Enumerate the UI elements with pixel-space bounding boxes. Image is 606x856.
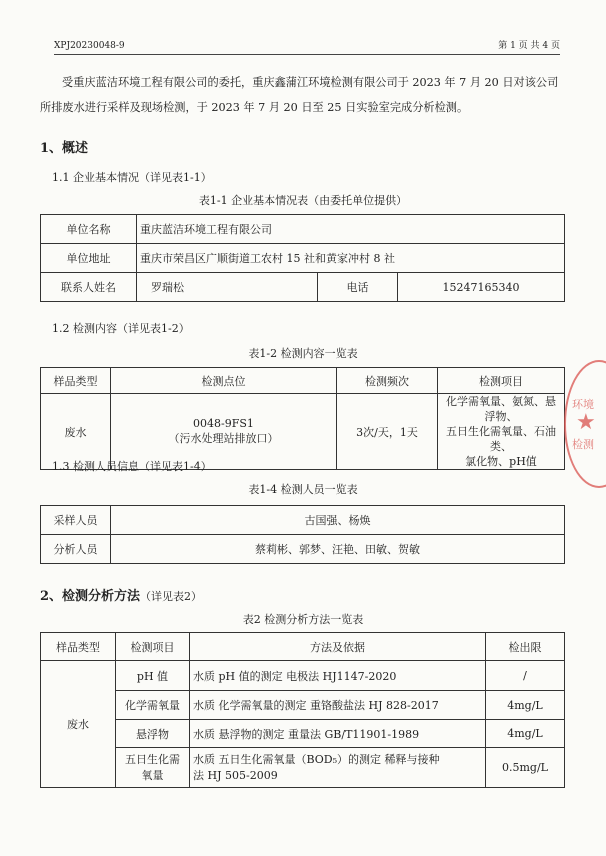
personnel-table	[40, 505, 565, 564]
subsection-1-2-title: 1.2 检测内容（详见表1-2）	[52, 322, 190, 335]
detection-limit: 4mg/L	[486, 720, 565, 748]
section-2-title	[40, 585, 202, 604]
method-item-line: 氧量	[141, 768, 164, 782]
method-item-line: 五日生化需	[125, 752, 180, 766]
unit-name-value: 重庆蓝洁环境工程有限公司	[137, 215, 565, 244]
test-items-line: 五日生化需氧量、石油类、	[446, 425, 556, 453]
table-header-cell: 样品类型	[41, 368, 111, 394]
phone-label: 电话	[318, 273, 398, 302]
subsection-1-3-title: 1.3 检测人员信息（详见表1-4）	[52, 460, 212, 473]
method-basis-line: 水质 五日生化需氧量（BOD₅）的测定 稀释与接种	[193, 752, 440, 766]
seal-text-top: 环境	[572, 398, 594, 411]
table-header-cell: 检测项目	[116, 633, 190, 661]
sampler-names: 古国强、杨焕	[111, 506, 565, 535]
test-frequency: 3次/天，1天	[337, 394, 438, 470]
table-header-cell: 检出限	[486, 633, 565, 661]
section-1-title: 1、概述	[40, 141, 89, 156]
method-basis-line: 法 HJ 505-2009	[193, 768, 278, 782]
test-items-line: 化学需氧量、氨氮、悬浮物、	[446, 395, 556, 423]
table-header-cell: 样品类型	[41, 633, 116, 661]
table-header-cell: 检测频次	[337, 368, 438, 394]
unit-name-label: 单位名称	[41, 215, 137, 244]
method-basis: 水质 化学需氧量的测定 重铬酸盐法 HJ 828-2017	[190, 691, 486, 720]
table-header-cell: 检测项目	[438, 368, 565, 394]
subsection-1-1-title: 1.1 企业基本情况（详见表1-1）	[52, 171, 212, 184]
detection-limit: 4mg/L	[486, 691, 565, 720]
method-table	[40, 632, 565, 788]
seal-text-bottom: 检测	[572, 438, 594, 451]
detection-limit: /	[486, 661, 565, 691]
table-header-cell: 检测点位	[111, 368, 337, 394]
red-seal-stamp	[564, 360, 606, 488]
method-sample-type: 废水	[41, 661, 116, 788]
table-header-cell: 方法及依据	[190, 633, 486, 661]
table-1-2-caption: 表1-2 检测内容一览表	[248, 347, 358, 360]
section-2-title-note: （详见表2）	[140, 590, 203, 603]
method-item: 化学需氧量	[116, 691, 190, 720]
table-2-caption: 表2 检测分析方法一览表	[242, 613, 364, 626]
method-item: 悬浮物	[116, 720, 190, 748]
analyst-label: 分析人员	[41, 535, 111, 564]
section-2-title-text: 2、检测分析方法	[40, 589, 141, 604]
sampler-label: 采样人员	[41, 506, 111, 535]
unit-address-label: 单位地址	[41, 244, 137, 273]
test-point-name: （污水处理站排放口）	[168, 432, 279, 445]
contact-value: 罗瑞松	[137, 273, 318, 302]
seal-star-icon: ★	[576, 410, 596, 435]
unit-address-value: 重庆市荣昌区广顺街道工农村 15 社和黄家冲村 8 社	[137, 244, 565, 273]
intro-paragraph: 受重庆蓝洁环境工程有限公司的委托，重庆鑫蒲江环境检测有限公司于 2023 年 7 月 20 日对该公司所排废水进行采样及现场检测，于 2023 年 7 月 20 日至 25 日实验室完成分析检测。	[40, 76, 559, 114]
test-items-line: 氯化物、pH值	[465, 455, 537, 468]
method-basis: 水质 悬浮物的测定 重量法 GB/T11901-1989	[190, 720, 486, 748]
page-info: 第 1 页 共 4 页	[498, 41, 560, 51]
page-header	[54, 40, 560, 55]
method-basis	[190, 748, 486, 788]
table-1-1-caption: 表1-1 企业基本情况表（由委托单位提供）	[198, 194, 408, 207]
report-number: XPJ20230048-9	[54, 41, 125, 51]
test-point-code: 0048-9FS1	[193, 417, 254, 430]
method-basis: 水质 pH 值的测定 电极法 HJ1147-2020	[190, 661, 486, 691]
method-item: pH 值	[116, 661, 190, 691]
contact-label: 联系人姓名	[41, 273, 137, 302]
test-items	[438, 394, 565, 470]
company-info-table	[40, 214, 565, 302]
detection-limit: 0.5mg/L	[486, 748, 565, 788]
phone-value: 15247165340	[398, 273, 565, 302]
test-content-table	[40, 367, 565, 470]
sample-type: 废水	[41, 394, 111, 470]
table-1-4-caption: 表1-4 检测人员一览表	[248, 483, 358, 496]
method-item	[116, 748, 190, 788]
analyst-names: 蔡莉彬、郭梦、汪艳、田敏、贺敏	[111, 535, 565, 564]
